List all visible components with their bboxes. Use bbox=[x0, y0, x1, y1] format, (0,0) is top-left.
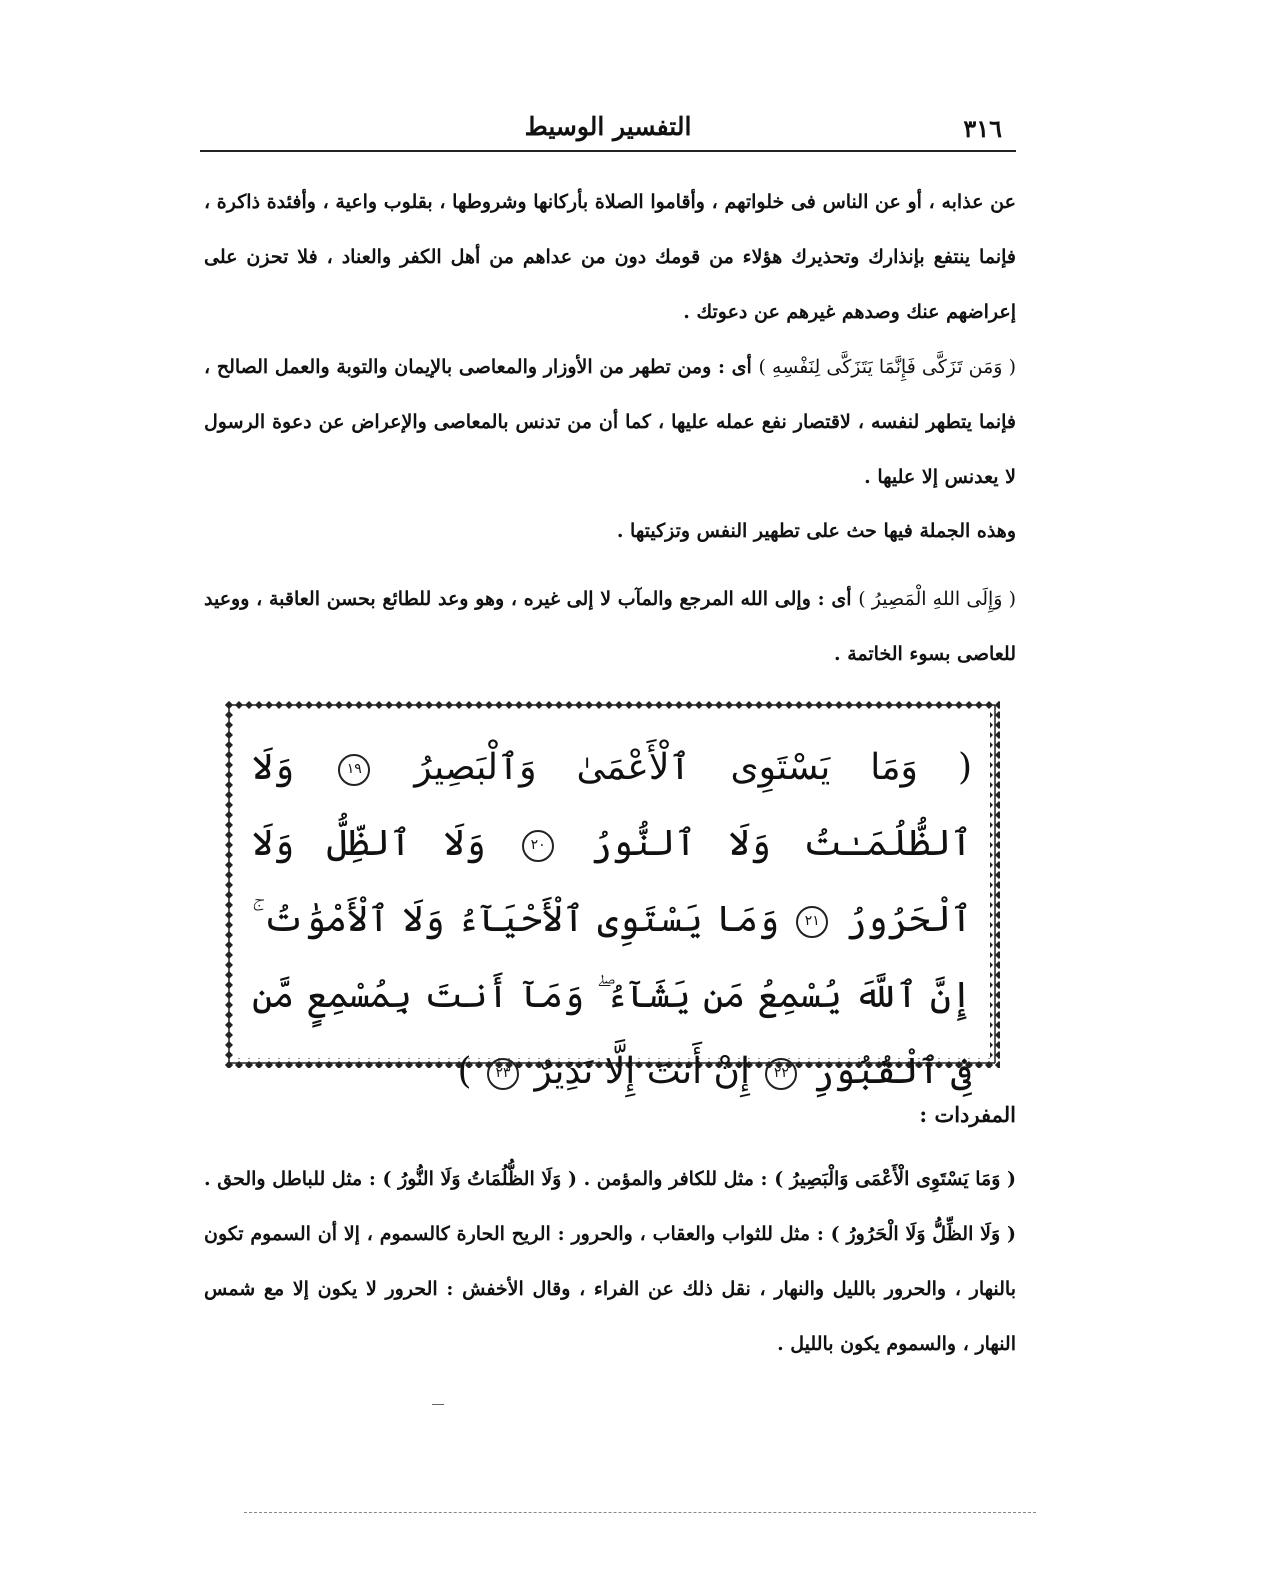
page-number: ٣١٦ bbox=[963, 114, 1002, 143]
vocabulary-heading: المفردات : bbox=[919, 1102, 1016, 1127]
header-rule bbox=[200, 150, 1016, 152]
ayah-number-21: ٢١ bbox=[796, 906, 828, 938]
verse-segment-5: إِنْ أَنتَ إِلَّا نَذِيرٌ bbox=[534, 1051, 750, 1092]
paragraph-text: أى : ومن تطهر من الأوزار والمعاصى بالإيمان والتوبة والعمل الصالح ، فإنما يتطهر لنفسه ، لاقتصار نفع عمله عليها ، كما أن من تدنس بالمعاصى والإعراض عن دعوة الرسول لا يعدنس إلا عليها . bbox=[204, 356, 1016, 488]
stray-mark bbox=[432, 1404, 444, 1405]
paragraph-2 bbox=[204, 340, 1016, 505]
paragraph-text: أى : وإلى الله المرجع والمآب لا إلى غيره ، وهو وعد للطائع بحسن العاقبة ، ووعيد للعاصى بسوء الخاتمة . bbox=[204, 588, 1016, 665]
vocabulary-paragraph: ( وَمَا يَسْتَوِى الْأَعْمَى وَالْبَصِيرُ ) : مثل للكافر والمؤمن . ( وَلَا الظُّلُمَاتُ وَلَا النُّورُ ) : مثل للباطل والحق . ( وَلَا الظِّلُّ وَلَا الْحَرُورُ ) : مثل للثواب والعقاب ، والحرور : الريح الحارة كالسموم ، إلا أن السموم تكون بالنهار ، والحرور بالليل والنهار ، نقل ذلك عن الفراء ، وقال الأخفش : الحرور لا يكون إلا مع شمس النهار ، والسموم يكون بالليل . bbox=[204, 1168, 1016, 1355]
ayah-number-23: ٢٣ bbox=[487, 1058, 519, 1090]
quran-verse bbox=[252, 730, 972, 1110]
ayah-number-22: ٢٢ bbox=[765, 1058, 797, 1090]
quran-quote: ( وَمَن تَزَكَّى فَإِنَّمَا يَتَزَكَّى لِنَفْسِهِ ) bbox=[758, 356, 1017, 378]
verse-close-paren: ) bbox=[457, 1051, 472, 1092]
page-header bbox=[200, 112, 1016, 152]
page-bottom-line bbox=[244, 1512, 1036, 1513]
paragraph-3: وهذه الجملة فيها حث على تطهير النفس وتزكيتها . bbox=[616, 520, 1016, 542]
book-title: التفسير الوسيط bbox=[524, 112, 692, 141]
paragraph-1: عن عذابه ، أو عن الناس فى خلواتهم ، وأقاموا الصلاة بأركانها وشروطها ، بقلوب واعية ، وأفئدة ذاكرة ، فإنما ينتفع بإنذارك وتحذيرك هؤلاء من قومك دون من عداهم من أهل الكفر والعناد ، فلا تحزن على إعراضهم عنك وصدهم غيرهم عن دعوتك . bbox=[204, 191, 1016, 323]
verse-segment-4: وَمَا يَسْتَوِى ٱلْأَحْيَآءُ وَلَا ٱلْأَمْوَٰتُ ۚ إِنَّ ٱللَّهَ يُسْمِعُ مَن يَشَآءُ ۖ وَمَآ أَنتَ بِمُسْمِعٍ مَّن فِى ٱلْقُبُورِ bbox=[252, 899, 972, 1092]
verse-open-paren: ( bbox=[957, 747, 972, 788]
verse-segment-1: وَمَا يَسْتَوِى ٱلْأَعْمَىٰ وَٱلْبَصِيرُ bbox=[414, 747, 918, 788]
verse-frame bbox=[224, 700, 1000, 1092]
verse-segment-2: وَلَا ٱلظُّلُمَـٰتُ وَلَا ٱلنُّورُ bbox=[252, 747, 973, 864]
ayah-number-20: ٢٠ bbox=[522, 830, 554, 862]
verse-segment-3: وَلَا ٱلظِّلُّ وَلَا ٱلْحَرُورُ bbox=[252, 823, 972, 940]
quran-quote: ( وَإِلَى اللهِ الْمَصِيرُ ) bbox=[858, 588, 1017, 610]
ayah-number-19: ١٩ bbox=[338, 754, 370, 786]
paragraph-4 bbox=[204, 572, 1016, 682]
